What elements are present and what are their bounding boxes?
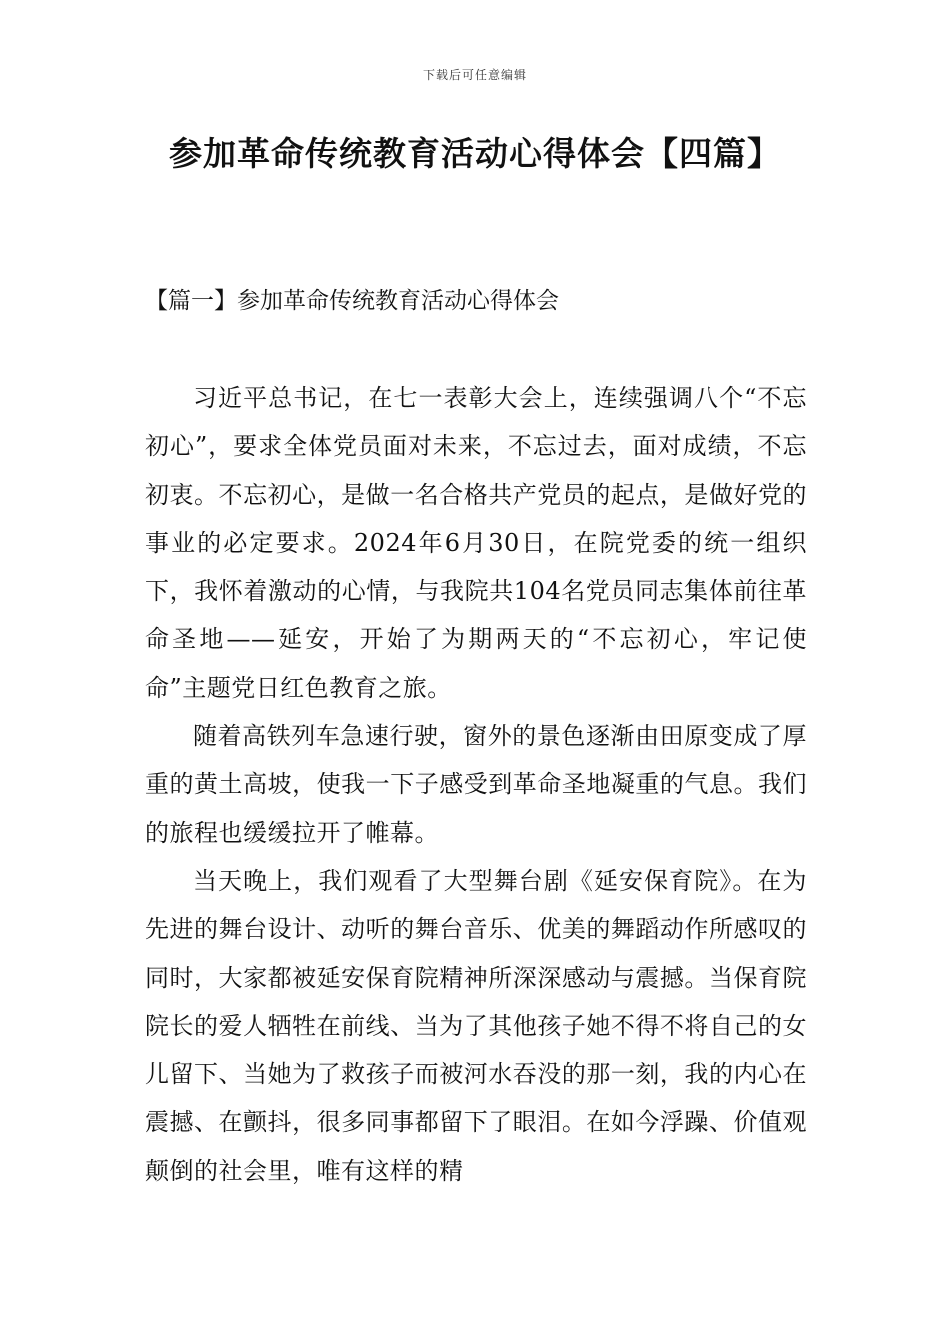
paragraph: 当天晚上，我们观看了大型舞台剧《延安保育院》。在为先进的舞台设计、动听的舞台音乐、优美的舞蹈动作所感叹的同时，大家都被延安保育院精神所深深感动与震撼。当保育院院长的爱人牺牲在前线、当为了其他孩子她不得不将自己的女儿留下、当她为了救孩子而被河水吞没的那一刻，我的内心在震撼、在颤抖，很多同事都留下了眼泪。在如今浮躁、价值观颠倒的社会里，唯有这样的精 — [145, 866, 807, 1185]
paragraph: 习近平总书记，在七一表彰大会上，连续强调八个“不忘初心”，要求全体党员面对未来，不忘过去，面对成绩，不忘初衷。不忘初心，是做一名合格共产党员的起点，是做好党的事业的必定要求。2024年6月30日，在院党委的统一组织下，我怀着激动的心情，与我院共104名党员同志集体前往革命圣地——延安，开始了为期两天的“不忘初心，牢记使命”主题党日红色教育之旅。 — [145, 384, 807, 702]
header-note: 下载后可任意编辑 — [422, 68, 527, 82]
document-title: 参加革命传统教育活动心得体会【四篇】 — [169, 134, 781, 173]
paragraph: 随着高铁列车急速行驶，窗外的景色逐渐由田原变成了厚重的黄土高坡，使我一下子感受到革命圣地凝重的气息。我们的旅程也缓缓拉开了帷幕。 — [145, 722, 807, 847]
body-text — [145, 374, 807, 1195]
section-heading: 【篇一】参加革命传统教育活动心得体会 — [145, 288, 559, 314]
